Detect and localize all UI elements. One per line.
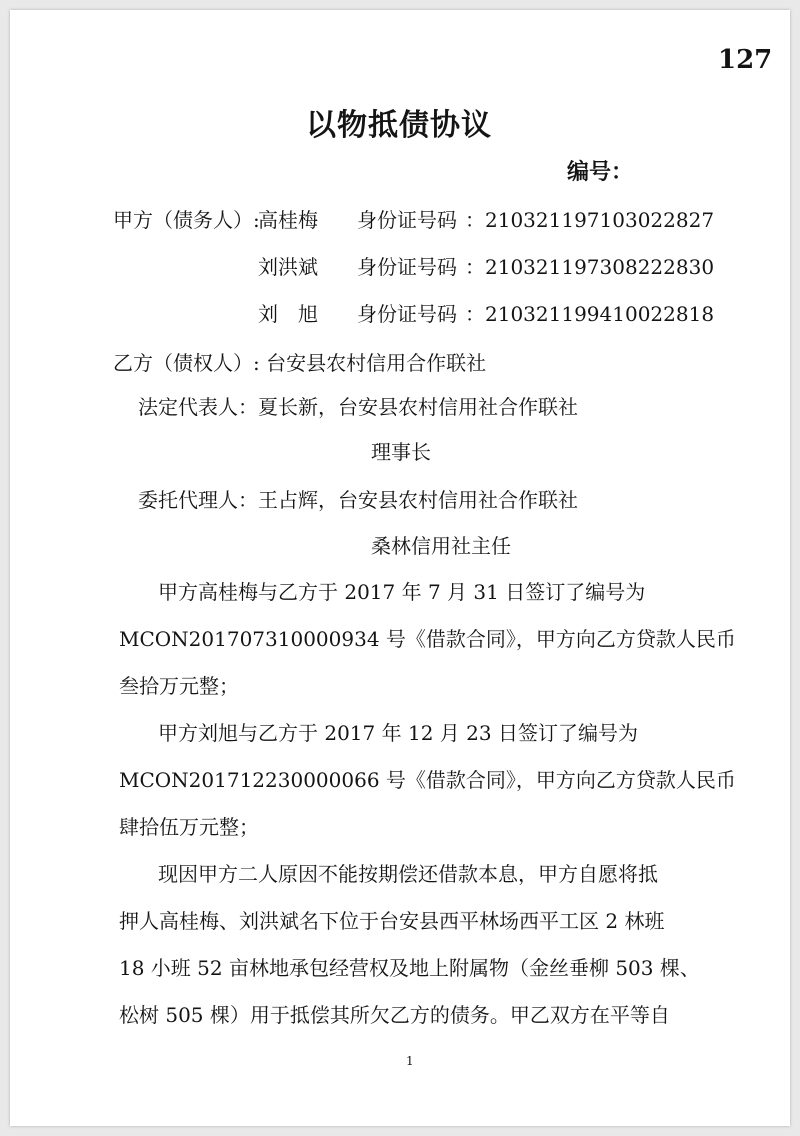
body-line: 18 小班 52 亩林地承包经营权及地上附属物（金丝垂柳 503 棵、 — [119, 956, 700, 980]
body-line: 肆拾伍万元整； — [119, 815, 259, 839]
legal-representative-line: 法定代表人：夏长新，台安县农村信用社合作联社 — [138, 395, 578, 419]
party-b-line: 乙方（债权人）: 台安县农村信用合作联社 — [113, 351, 487, 375]
footer-page-number: 1 — [406, 1054, 414, 1068]
body-line: MCON201712230000066 号《借款合同》，甲方向乙方贷款人民币 — [119, 768, 736, 792]
party-a-id-label-2: 身份证号码 — [357, 255, 457, 279]
party-a-id-label-3: 身份证号码 — [357, 302, 457, 326]
party-a-name-3: 刘 旭 — [258, 302, 318, 326]
party-a-id-label-1: 身份证号码 — [357, 208, 457, 232]
body-line: 松树 505 棵）用于抵偿其所欠乙方的债务。甲乙双方在平等自 — [119, 1003, 670, 1027]
body-line: 甲方高桂梅与乙方于 2017 年 7 月 31 日签订了编号为 — [158, 580, 646, 604]
body-line: 现因甲方二人原因不能按期偿还借款本息，甲方自愿将抵 — [158, 862, 658, 886]
page-title: 以物抵债协议 — [306, 108, 492, 143]
agent-title: 桑林信用社主任 — [371, 534, 511, 558]
party-a-label: 甲方（债务人）: — [113, 208, 260, 232]
legal-representative-title: 理事长 — [371, 440, 431, 464]
party-a-name-1: 高桂梅 — [258, 208, 318, 232]
party-a-id-3: ：210321199410022818 — [465, 302, 715, 326]
document-page — [10, 10, 790, 1126]
body-line: 叁拾万元整； — [119, 674, 239, 698]
document-number-label: 编号： — [567, 159, 634, 185]
body-line: 押人高桂梅、刘洪斌名下位于台安县西平林场西平工区 2 林班 — [119, 909, 665, 933]
party-a-id-2: ：210321197308222830 — [465, 255, 715, 279]
body-line: 甲方刘旭与乙方于 2017 年 12 月 23 日签订了编号为 — [158, 721, 638, 745]
body-line: MCON201707310000934 号《借款合同》，甲方向乙方贷款人民币 — [119, 627, 736, 651]
party-a-name-2: 刘洪斌 — [258, 255, 318, 279]
page-number-mark: 127 — [718, 45, 773, 75]
agent-line: 委托代理人：王占辉，台安县农村信用社合作联社 — [138, 488, 578, 512]
party-a-id-1: ：210321197103022827 — [465, 208, 715, 232]
